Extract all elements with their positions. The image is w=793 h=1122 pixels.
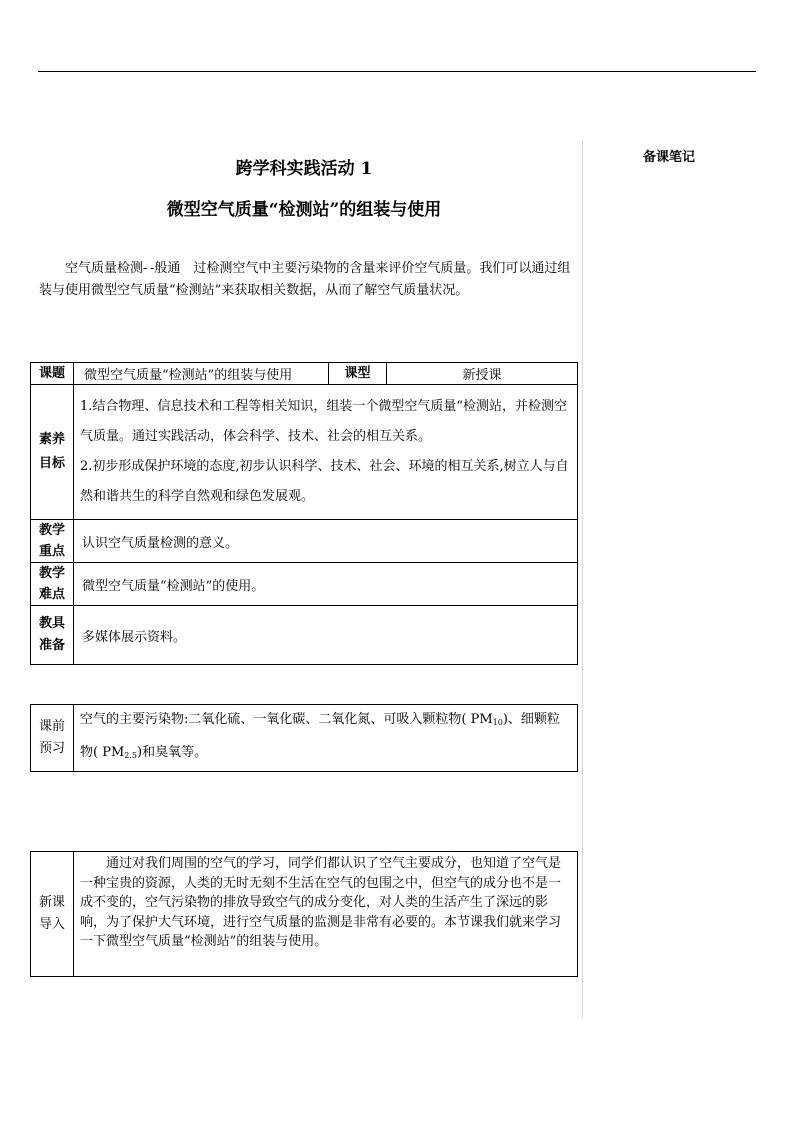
document-title: 跨学科实践活动 1	[235, 159, 373, 179]
goals-label: 素养目标	[31, 385, 74, 520]
topic-label: 课题	[31, 363, 74, 385]
topic-row	[31, 363, 578, 385]
tools-label: 教具准备	[31, 606, 74, 665]
preview-table	[30, 704, 578, 772]
preview-row	[31, 705, 578, 772]
header-rule	[38, 71, 756, 72]
notes-column-divider	[582, 140, 583, 1018]
difficulty-value: 微型空气质量“检测站”的使用。	[74, 563, 578, 606]
goals-row	[31, 385, 578, 520]
document-subtitle: 微型空气质量“检测站”的组装与使用	[166, 200, 442, 220]
introduction-label: 新课导入	[31, 852, 74, 977]
tools-value: 多媒体展示资料。	[74, 606, 578, 665]
introduction-table	[30, 851, 578, 977]
goal-2: 2.初步形成保护环境的态度,初步认识科学、技术、社会、环境的相互关系,树立人与自然和谐共生的科学自然观和绿色发展观。	[80, 459, 569, 504]
difficulty-row	[31, 563, 578, 606]
preview-content: 空气的主要污染物:二氧化硫、一氧化碳、二氧化氮、可吸入颗粒物( $PM_{10}$)、细颗粒物( $PM_{2.5}$)和臭氧等。	[74, 705, 578, 772]
introduction-row	[31, 852, 578, 977]
goal-1: 1.结合物理、信息技术和工程等相关知识，组装一个微型空气质量“检测站，并检测空气质量。通过实践活动，体会科学、技术、社会的相互关系。	[80, 399, 568, 444]
goals-content	[74, 385, 578, 520]
key-point-value: 认识空气质量检测的意义。	[74, 520, 578, 563]
type-value: 新授课	[387, 363, 578, 385]
tools-row	[31, 606, 578, 665]
topic-value: 微型空气质量“检测站”的组装与使用	[74, 363, 329, 385]
intro-paragraph: 空气质量检测- -般通 过检测空气中主要污染物的含量来评价空气质量。我们可以通过组装与使用微型空气质量“检测站”来获取相关数据，从而了解空气质量状况。	[39, 261, 571, 298]
type-label: 课型	[329, 363, 387, 385]
preview-label: 课前预习	[31, 705, 74, 772]
difficulty-label: 教学难点	[31, 563, 74, 606]
notes-column-title: 备课笔记	[643, 150, 696, 165]
key-point-label: 教学重点	[31, 520, 74, 563]
lesson-info-table	[30, 362, 578, 665]
key-point-row	[31, 520, 578, 563]
introduction-content: 通过对我们周围的空气的学习，同学们都认识了空气主要成分，也知道了空气是一种宝贵的资源，人类的无时无刻不生活在空气的包围之中，但空气的成分也不是一成不变的，空气污染物的排放导致空气的成分变化，对人类的生活产生了深远的影响，为了保护大气环境，进行空气质量的监测是非常有必要的。本节课我们就来学习一下微型空气质量“检测站”的组装与使用。	[74, 852, 578, 977]
